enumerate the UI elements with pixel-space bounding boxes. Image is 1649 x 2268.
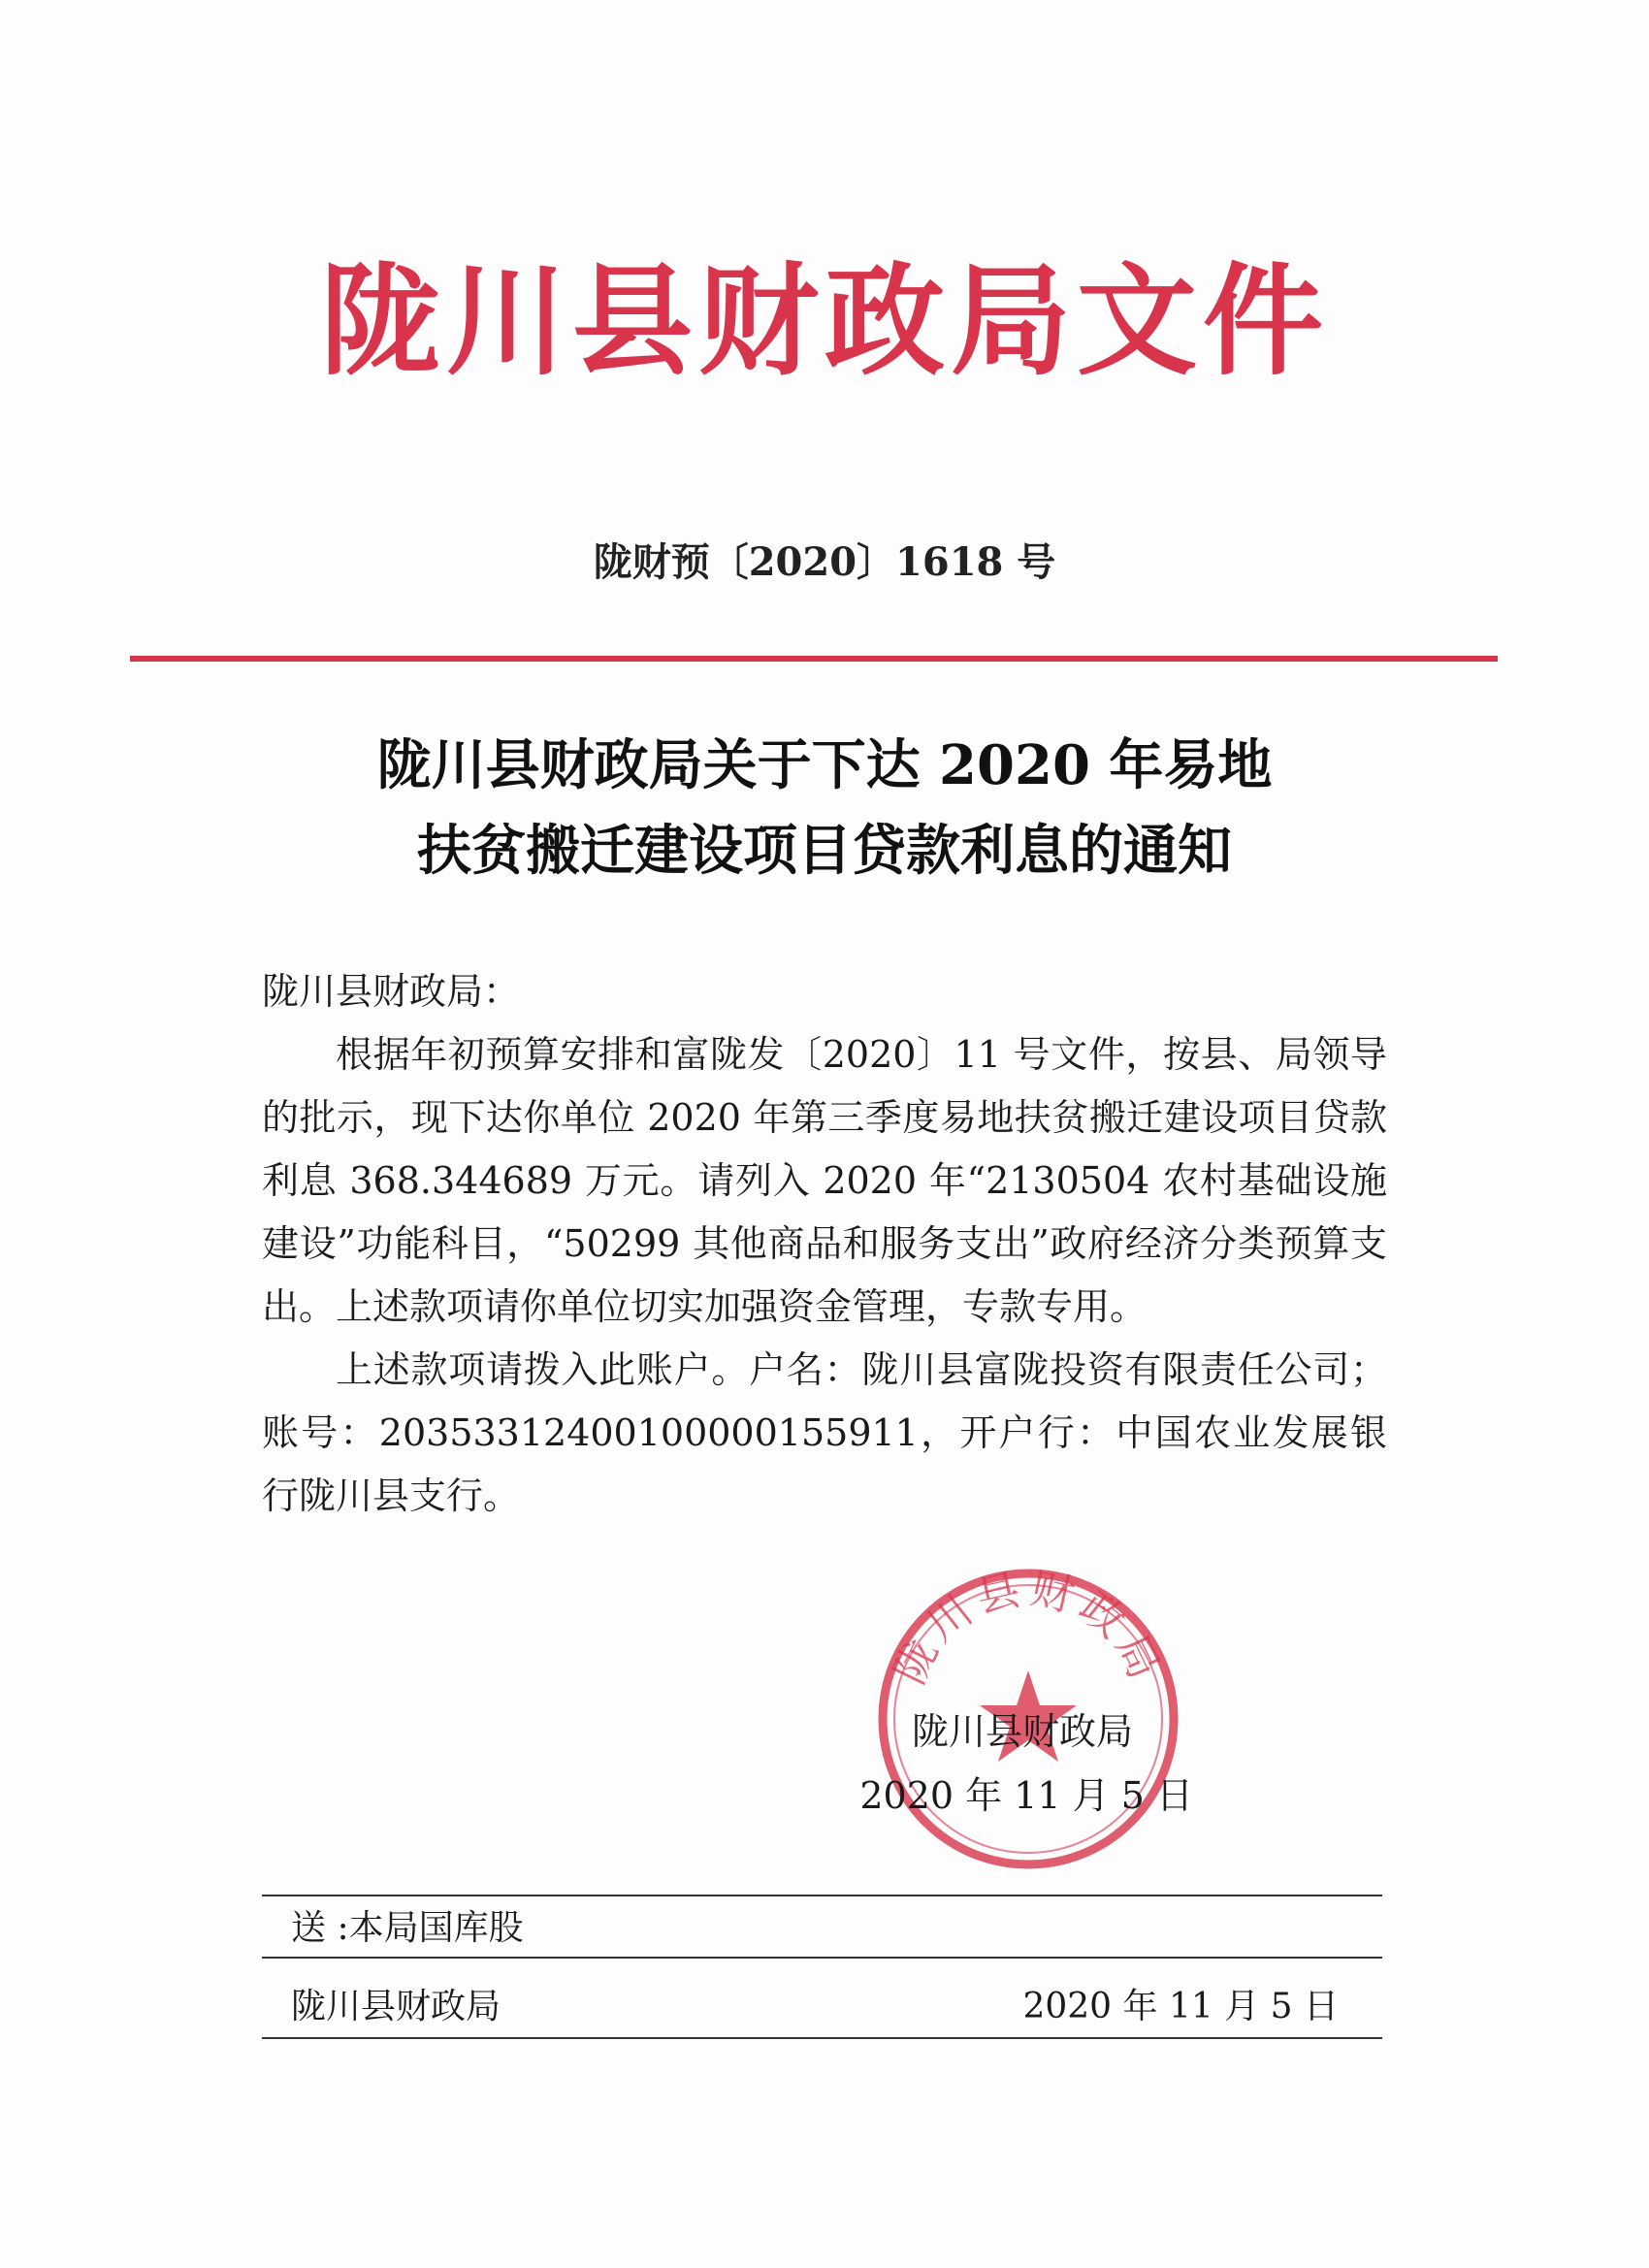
notice-title-line-2: 扶贫搬迁建设项目贷款利息的通知 [417,819,1232,883]
header-red-rule [130,656,1498,662]
footer-issue-date: 2020 年 11 月 5 日 [1022,1987,1339,2026]
footer-issuer-row [291,1987,1339,2026]
footer-cc-label: 送 :本局国库股 [291,1908,524,1948]
signature-org: 陇川县财政局 [911,1710,1133,1753]
footer-bottom-rule [262,2037,1382,2039]
signature-block [844,1700,1193,1828]
notice-title [0,723,1649,893]
footer-top-rule [262,1895,1382,1896]
body-paragraph-2: 上述款项请拨入此账户。户名：陇川县富陇投资有限责任公司；账号：20353312400100000155911，开户行：中国农业发展银行陇川县支行。 [262,1348,1387,1517]
document-number: 陇财预〔2020〕1618 号 [593,539,1056,585]
footer-cc-row [291,1908,1339,1948]
body-paragraph-1: 根据年初预算安排和富陇发〔2020〕11 号文件，按县、局领导的批示，现下达你单位 2020 年第三季度易地扶贫搬迁建设项目贷款利息 368.344689 万元。请列入 2020 年“2130504 农村基础设施建设”功能科目，“50299 其他商品和服务支出”政府经济分类预算支出。上述款项请你单位切实加强资金管理，专款专用。 [262,1033,1387,1328]
signature-date: 2020 年 11 月 5 日 [859,1774,1193,1817]
agency-header-title: 陇川县财政局文件 [319,251,1329,392]
footer-issuer: 陇川县财政局 [291,1987,501,2026]
notice-title-line-1: 陇川县财政局关于下达 2020 年易地 [376,733,1273,797]
seal-text: 陇川县财政局 [885,1564,1172,1693]
notice-body [262,960,1387,1528]
salutation: 陇川县财政局： [262,970,521,1013]
footer-middle-rule [262,1957,1382,1959]
